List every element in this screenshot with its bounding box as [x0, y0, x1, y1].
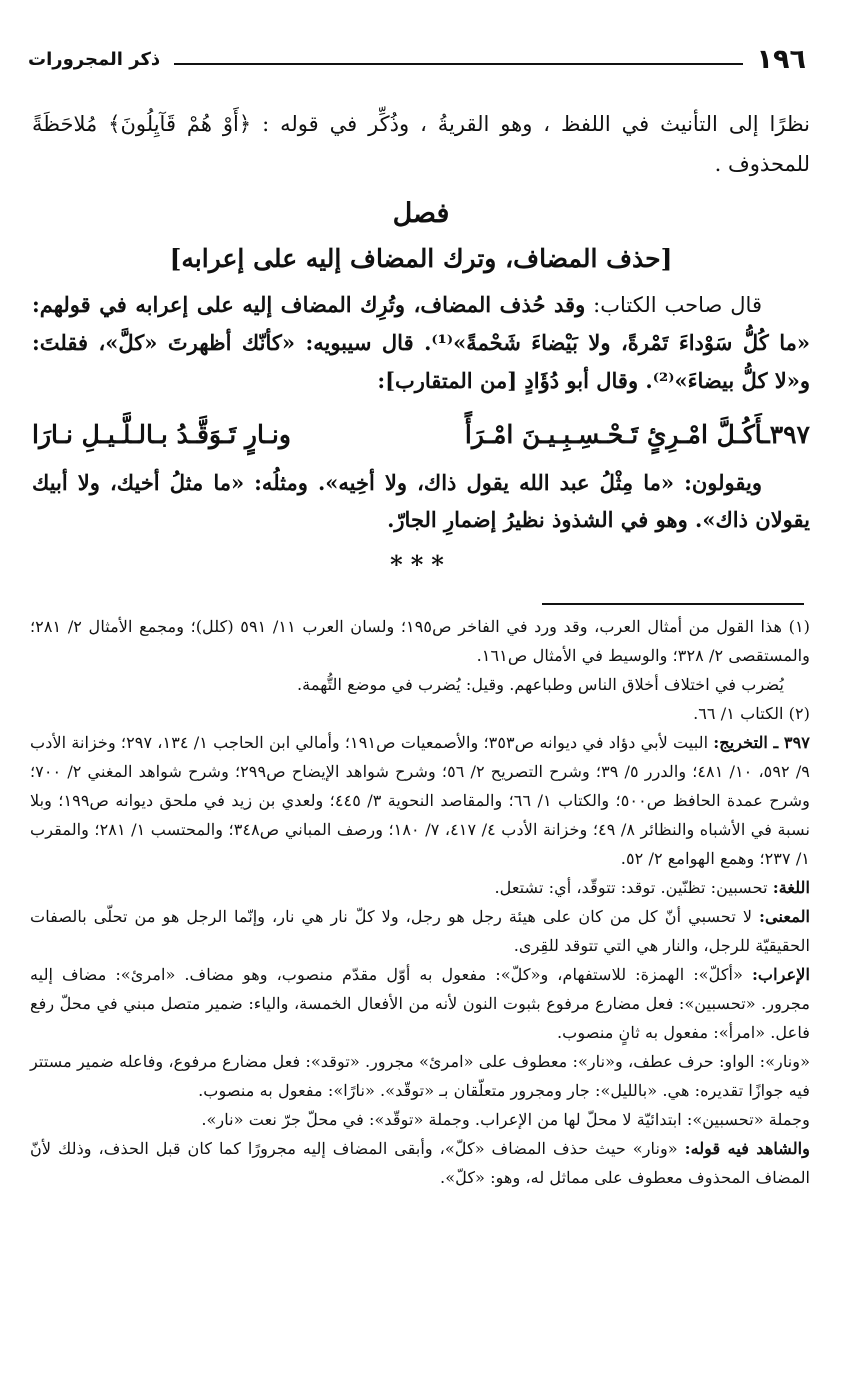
paragraph-body: وقد حُذف المضاف، وتُرِك المضاف إليه على إعرابه في قولهم: «ما كُلُّ سَوْداءَ تَمْرةً، ولا بَيْضاءَ شَحْمةً»⁽¹⁾. قال سيبويه: «كأنّك أظهرتَ «كلَّ»، فقلتَ: و«لا كلُّ بيضاءَ»⁽²⁾. وقال أبو دُؤَادٍ [من المتقارب]:: [32, 292, 810, 393]
after-verse-paragraph: ويقولون: «ما مِثْلُ عبد الله يقول ذاك، ولا أخِيه». ومثلُه: «ما مثلُ أخيك، ولا أبيك يقولان ذاك». وهو في الشذوذ نظيرُ إضمارِ الجارّ.: [32, 470, 810, 532]
running-title: ذكر المجرورات: [28, 48, 161, 70]
mana-text: لا تحسبي أنّ كل من كان على هيئة رجل هو رجل، ولا كلّ نار هي نار، وإنّما الرجل هو من تحلّى بالصفات الحقيقيّة للرجل، والنار هي التي تتوقد للقِرى.: [30, 907, 810, 955]
page-number: ١٩٦: [756, 43, 806, 75]
verse-first-text: أَكُـلَّ امْـرِئٍ تَـحْـسِـبِـيـنَ امْـرَأً: [464, 420, 763, 449]
shahid-text: «ونار» حيث حذف المضاف «كلّ»، وأبقى المضاف إليه مجرورًا كما كان قبل الحذف، وذلك لأنّ المضاف المحذوف معطوف على مماثل له، وهو: «كلّ».: [30, 1139, 810, 1187]
verse-second-hemistich: ونـارٍ تَـوَقَّـدُ بـالـلَّـيـلِ نـارَا: [32, 420, 291, 449]
mana-label: المعنى:: [759, 907, 810, 926]
irab-label: الإعراب:: [751, 965, 810, 984]
footnotes: [30, 612, 810, 1192]
intro-paragraph: نظرًا إلى التأنيث في اللفظ ، وهو القريةُ ، وذُكِّر في قوله : ﴿أَوْ هُمْ قَآيِلُونَ﴾ مُلاحَظَةً للمحذوف .: [32, 112, 810, 176]
irab-note: [30, 960, 810, 1047]
irab-text: «أكلّ»: الهمزة: للاستفهام، و«كلّ»: مفعول به أوّل مقدّم منصوب، وهو مضاف. «امرئ»: مضاف إليه مجرور. «تحسبين»: فعل مضارع مرفوع بثبوت النون لأنه من الأفعال الخمسة، والياء: ضمير متصل مبني في محلّ رفع فاعل. «امرأ»: مفعول به ثانٍ منصوب.: [30, 965, 810, 1042]
irab-note-2: «ونار»: الواو: حرف عطف، و«نار»: معطوف على «امرئ» مجرور. «توقد»: فعل مضارع مرفوع، وفاعله ضمير مستتر فيه جوازًا تقديره: هي. «بالليل»: جار ومجرور متعلّقان بـ «توقّد». «نارًا»: مفعول به منصوب.: [30, 1052, 810, 1100]
page-header: [28, 42, 806, 76]
footnote-1-note: يُضرب في اختلاف أخلاق الناس وطباعهم. وقيل: يُضرب في موضع التُّهمة.: [297, 675, 784, 694]
irab-note-3: وجملة «تحسبين»: ابتدائيّة لا محلّ لها من الإعراب. وجملة «توقّد»: في محلّ جرّ نعت «نار».: [201, 1110, 810, 1129]
shahid-note: [30, 1134, 810, 1192]
verse-first-hemistich: [465, 410, 810, 460]
lugha-label: اللغة:: [772, 878, 810, 897]
poetry-verse: [32, 410, 810, 460]
footnote-1: (١) هذا القول من أمثال العرب، وقد ورد في الفاخر ص١٩٥؛ ولسان العرب ١١/ ٥٩١ (كلل)؛ ومجمع الأمثال ٢/ ٢٨١؛ والمستقصى ٢/ ٣٢٨؛ والوسيط في الأمثال ص١٦١.: [30, 617, 810, 665]
takhrij-text: البيت لأبي دؤاد في ديوانه ص٣٥٣؛ والأصمعيات ص١٩١؛ وأمالي ابن الحاجب ١/ ١٣٤، ٢٩٧؛ وخزانة الأدب ٩/ ٥٩٢، ١٠/ ٤٨١؛ والدرر ٥/ ٣٩؛ وشرح التصريح ٢/ ٥٦؛ وشرح شواهد الإيضاح ص٢٩٩؛ وشرح شواهد المغني ٢/ ٧٠٠؛ وشرح عمدة الحافظ ص٥٠٠؛ والكتاب ١/ ٦٦؛ والمقاصد النحوية ٣/ ٤٤٥؛ ولعدي بن زيد في ملحق ديوانه ص١٩٩؛ وبلا نسبة في الأشباه والنظائر ٨/ ٤٩؛ وخزانة الأدب ٤/ ٤١٧، ٧/ ١٨٠؛ ورصف المباني ص٣٤٨؛ والمحتسب ١/ ٢٨١؛ والمقرب ١/ ٢٣٧؛ وهمع الهوامع ٢/ ٥٢.: [30, 733, 811, 868]
footnote-rule: [542, 603, 804, 605]
main-paragraph: [32, 286, 810, 400]
lugha-text: تحسبين: تظنّين. توقد: تتوقّد، أي: تشتعل.: [494, 878, 768, 897]
section-label: فصل: [392, 198, 450, 229]
section-separator: ***: [390, 550, 452, 579]
takhrij-label: ٣٩٧ ـ التخريج:: [713, 733, 810, 752]
footnote-2: (٢) الكتاب ١/ ٦٦.: [693, 704, 810, 723]
lugha-note: [30, 873, 810, 902]
section-heading: [حذف المضاف، وترك المضاف إليه على إعرابه]: [169, 244, 673, 273]
header-rule: [174, 63, 742, 65]
verse-number: ٣٩٧ـ: [762, 420, 810, 449]
shahid-label: والشاهد فيه قوله:: [684, 1139, 810, 1158]
takhrij-note: [30, 728, 810, 873]
main-text: [32, 104, 810, 579]
mana-note: [30, 902, 810, 960]
paragraph-lead: قال صاحب الكتاب:: [593, 293, 762, 317]
